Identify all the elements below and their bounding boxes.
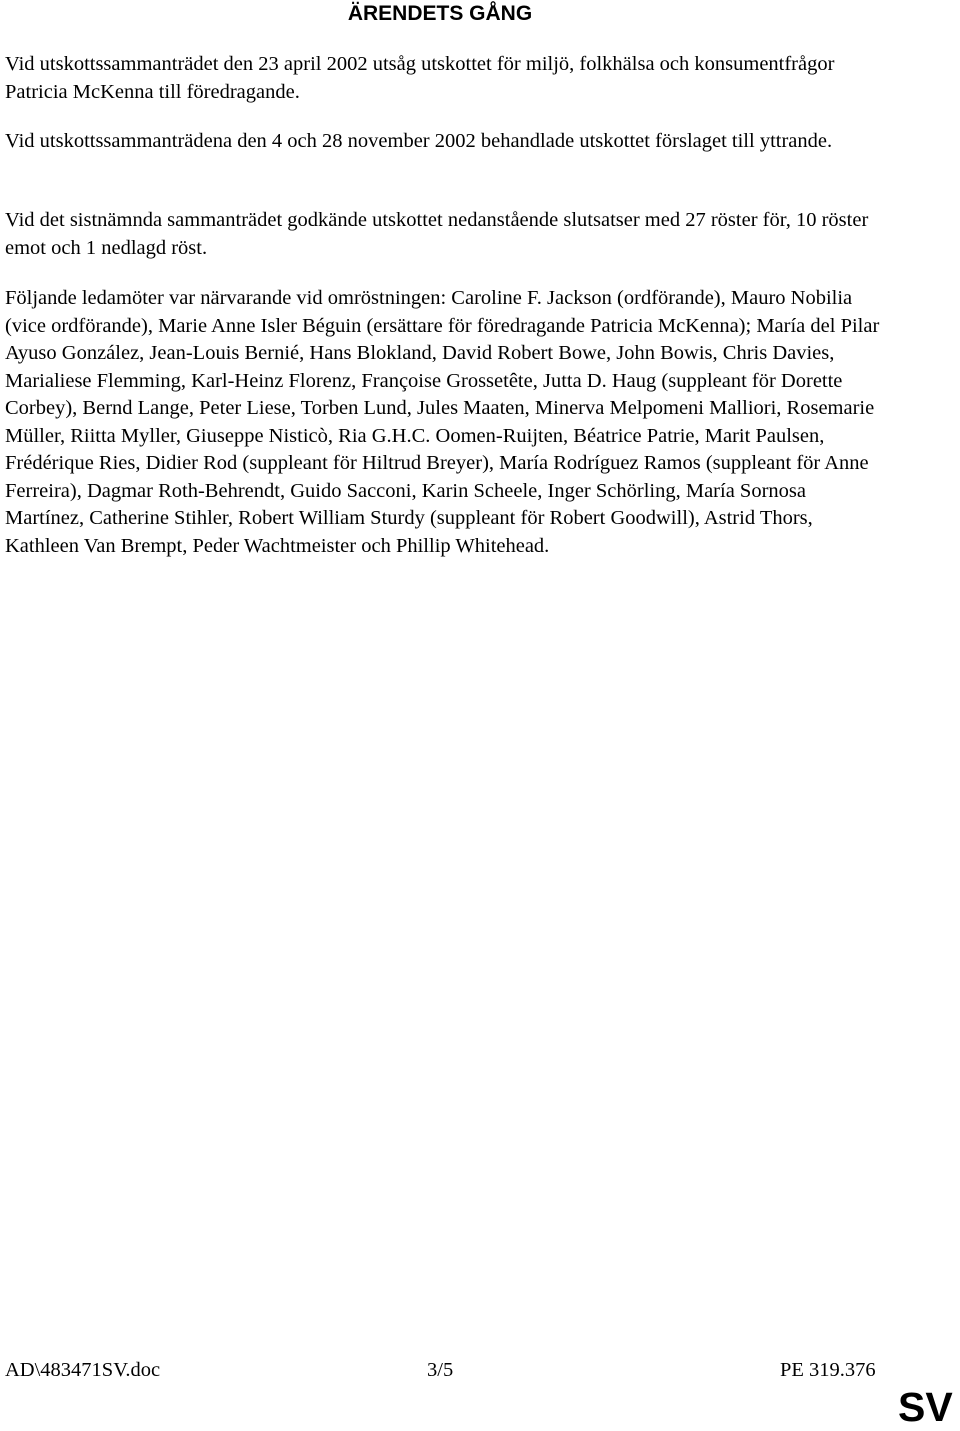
paragraph-appointment: Vid utskottssammanträdet den 23 april 2002 utsåg utskottet för miljö, folkhälsa och konsumentfrågor Patricia McKenna till föredragande. (5, 53, 835, 103)
paragraph-meetings: Vid utskottssammanträdena den 4 och 28 november 2002 behandlade utskottet förslaget till yttrande. (5, 130, 833, 152)
paragraph-members-present: Följande ledamöter var närvarande vid omröstningen: Caroline F. Jackson (ordförande), Mauro Nobilia (vice ordförande), Marie Anne Isler Béguin (ersättare för föredragande Patricia McKenna); María del Pilar Ayuso González, Jean-Louis Bernié, Hans Blokland, David Robert Bowe, John Bowis, Chris Davies, Marialiese Flemming, Karl-Heinz Florenz, Françoise Grossetête, Jutta D. Haug (suppleant för Dorette Corbey), Bernd Lange, Peter Liese, Torben Lund, Jules Maaten, Minerva Melpomeni Malliori, Rosemarie Müller, Riitta Myller, Giuseppe Nisticò, Ria G.H.C. Oomen-Ruijten, Béatrice Patrie, Marit Paulsen, Frédérique Ries, Didier Rod (suppleant för Hiltrud Breyer), María Rodríguez Ramos (suppleant för Anne Ferreira), Dagmar Roth-Behrendt, Guido Sacconi, Karin Scheele, Inger Schörling, María Sornosa Martínez, Catherine Stihler, Robert William Sturdy (suppleant för Robert Goodwill), Astrid Thors, Kathleen Van Brempt, Peder Wachtmeister och Phillip Whitehead. (5, 287, 880, 557)
section-heading: ÄRENDETS GÅNG (347, 2, 533, 25)
footer-page-number: 3/5 (427, 1359, 454, 1381)
language-badge: SV (898, 1384, 953, 1430)
paragraph-vote-result: Vid det sistnämnda sammanträdet godkände utskottet nedanstående slutsatser med 27 röster för, 10 röster emot och 1 nedlagd röst. (5, 209, 869, 259)
footer-pe-number: PE 319.376 (780, 1359, 876, 1381)
footer-document-ref: AD\483471SV.doc (5, 1359, 161, 1381)
